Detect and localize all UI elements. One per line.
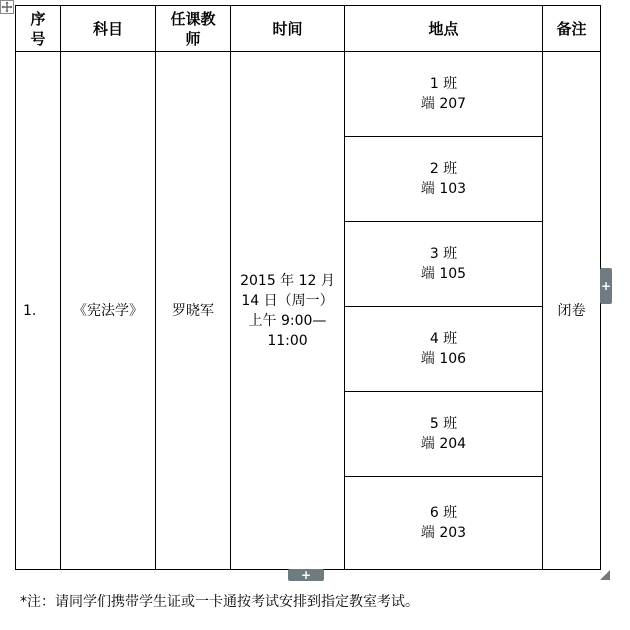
time-line-4: 11:00	[267, 332, 308, 349]
location-room: 端 103	[420, 181, 467, 197]
header-location: 地点	[345, 6, 543, 52]
footnote: *注：请同学们携带学生证或一卡通按考试安排到指定教室考试。	[20, 594, 419, 610]
location-class: 5 班	[429, 416, 458, 432]
header-subject: 科目	[61, 6, 156, 52]
time-line-2: 14 日（周一）	[241, 292, 334, 309]
cell-location-5	[345, 392, 543, 477]
exam-schedule-table	[15, 5, 601, 570]
location-class: 2 班	[429, 161, 458, 177]
header-teacher: 任课教师	[156, 6, 231, 52]
header-seq: 序号	[16, 6, 61, 52]
location-room: 端 105	[420, 266, 467, 282]
location-room: 端 203	[420, 525, 467, 541]
location-class: 3 班	[429, 246, 458, 262]
cell-teacher: 罗晓军	[156, 52, 231, 570]
table-row	[16, 52, 601, 137]
header-row	[16, 6, 601, 52]
location-room: 端 106	[420, 351, 467, 367]
cell-time	[231, 52, 345, 570]
location-room: 端 204	[420, 436, 467, 452]
time-line-3: 上午 9:00—	[248, 312, 327, 329]
location-class: 4 班	[429, 331, 458, 347]
location-room: 端 207	[420, 96, 467, 112]
cell-location-2	[345, 137, 543, 222]
cell-location-6	[345, 477, 543, 570]
cell-location-3	[345, 222, 543, 307]
time-line-1: 2015 年 12 月	[240, 272, 335, 289]
cell-location-4	[345, 307, 543, 392]
add-row-button[interactable]: +	[288, 569, 324, 581]
location-class: 6 班	[429, 505, 458, 521]
header-remark: 备注	[543, 6, 601, 52]
cell-remark: 闭卷	[543, 52, 601, 570]
header-time: 时间	[231, 6, 345, 52]
cell-location-1	[345, 52, 543, 137]
cell-seq: 1.	[16, 52, 61, 570]
location-class: 1 班	[429, 76, 458, 92]
add-column-button[interactable]: +	[600, 268, 612, 304]
cell-subject: 《宪法学》	[61, 52, 156, 570]
table-move-handle-icon[interactable]	[0, 0, 14, 14]
table-resize-handle-icon[interactable]	[600, 570, 610, 580]
